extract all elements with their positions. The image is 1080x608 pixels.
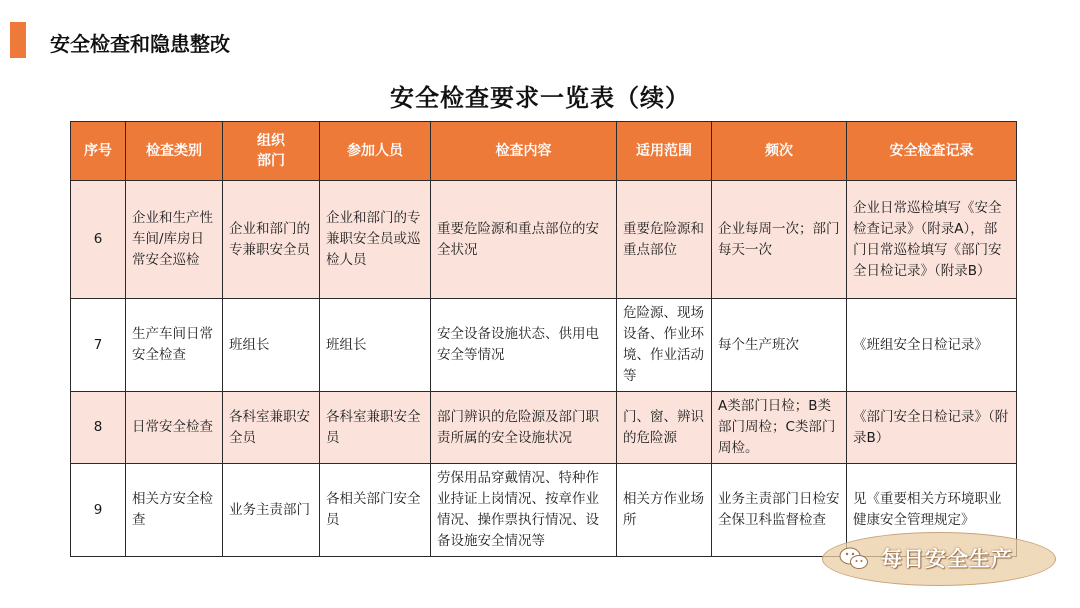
- cell-scope: 重要危险源和重点部位: [617, 181, 712, 299]
- section-title: 安全检查和隐患整改: [50, 32, 230, 56]
- cell-category: 企业和生产性车间/库房日常安全巡检: [126, 181, 223, 299]
- cell-scope: 危险源、现场设备、作业环境、作业活动等: [617, 299, 712, 392]
- cell-org: 企业和部门的专兼职安全员: [223, 181, 320, 299]
- accent-bar: [10, 22, 26, 58]
- cell-category: 日常安全检查: [126, 392, 223, 464]
- cell-seq: 9: [71, 464, 126, 557]
- cell-seq: 6: [71, 181, 126, 299]
- wechat-icon: [839, 546, 869, 572]
- inspection-table: [70, 121, 1017, 557]
- table-row: [71, 392, 1017, 464]
- cell-participants: 企业和部门的专兼职安全员或巡检人员: [320, 181, 431, 299]
- header-org: [223, 122, 320, 181]
- cell-content: 劳保用品穿戴情况、特种作业持证上岗情况、按章作业情况、操作票执行情况、设备设施安全情况等: [431, 464, 617, 557]
- header-org-label: 组织 部门: [257, 133, 285, 169]
- header-category: 检查类别: [126, 122, 223, 181]
- header-frequency: 频次: [712, 122, 847, 181]
- watermark: [822, 532, 1056, 586]
- cell-frequency: 每个生产班次: [712, 299, 847, 392]
- cell-scope: 相关方作业场所: [617, 464, 712, 557]
- cell-category: 相关方安全检查: [126, 464, 223, 557]
- cell-participants: 班组长: [320, 299, 431, 392]
- cell-category: 生产车间日常安全检查: [126, 299, 223, 392]
- header-record: 安全检查记录: [847, 122, 1017, 181]
- cell-participants: 各相关部门安全员: [320, 464, 431, 557]
- cell-org: 各科室兼职安全员: [223, 392, 320, 464]
- cell-frequency: 企业每周一次；部门每天一次: [712, 181, 847, 299]
- cell-org: 业务主责部门: [223, 464, 320, 557]
- watermark-text: 每日安全生产: [881, 547, 1013, 571]
- table-header-row: [71, 122, 1017, 181]
- cell-scope: 门、窗、辨识的危险源: [617, 392, 712, 464]
- cell-seq: 8: [71, 392, 126, 464]
- cell-content: 重要危险源和重点部位的安全状况: [431, 181, 617, 299]
- header-scope: 适用范围: [617, 122, 712, 181]
- cell-content: 安全设备设施状态、供用电安全等情况: [431, 299, 617, 392]
- cell-content: 部门辨识的危险源及部门职责所属的安全设施状况: [431, 392, 617, 464]
- cell-frequency: 业务主责部门日检安全保卫科监督检查: [712, 464, 847, 557]
- header-seq: 序号: [71, 122, 126, 181]
- cell-record: 《班组安全日检记录》: [847, 299, 1017, 392]
- table-title: 安全检查要求一览表（续）: [390, 84, 690, 112]
- cell-seq: 7: [71, 299, 126, 392]
- cell-record: 见《重要相关方环境职业健康安全管理规定》: [847, 464, 1017, 557]
- cell-org: 班组长: [223, 299, 320, 392]
- header-participants: 参加人员: [320, 122, 431, 181]
- table-row: [71, 181, 1017, 299]
- cell-frequency: A类部门日检；B类部门周检；C类部门周检。: [712, 392, 847, 464]
- table-row: [71, 299, 1017, 392]
- header-content: 检查内容: [431, 122, 617, 181]
- cell-record: 《部门安全日检记录》（附录B）: [847, 392, 1017, 464]
- cell-participants: 各科室兼职安全员: [320, 392, 431, 464]
- cell-record: 企业日常巡检填写《安全检查记录》（附录A），部门日常巡检填写《部门安全日检记录》（附录B）: [847, 181, 1017, 299]
